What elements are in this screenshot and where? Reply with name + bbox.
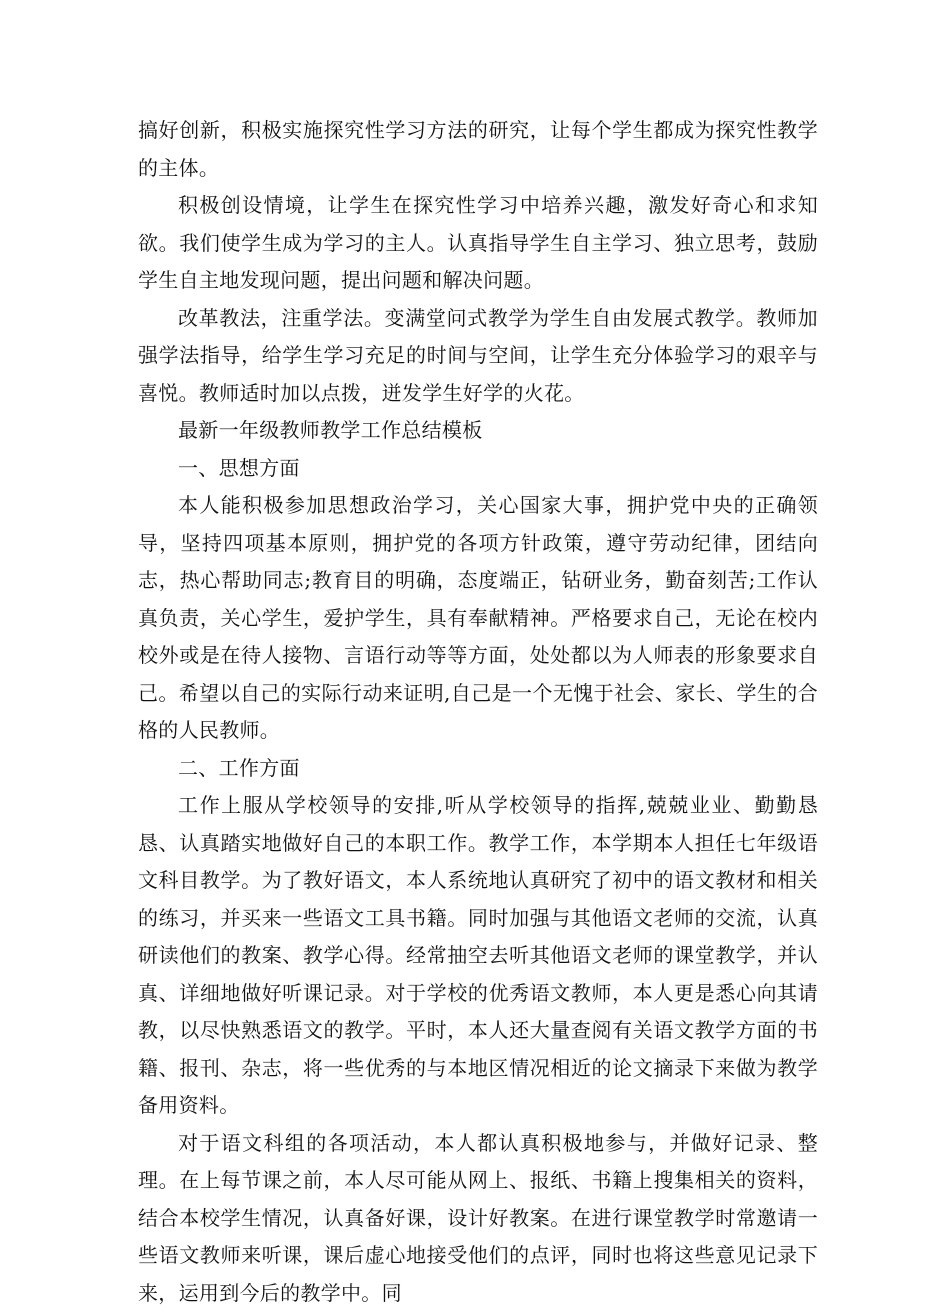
paragraph: 对于语文科组的各项活动，本人都认真积极地参与，并做好记录、整理。在上每节课之前，本人尽可能从网上、报纸、书籍上搜集相关的资料，结合本校学生情况，认真备好课，设计好教案。在进行课堂教学时常邀请一些语文教师来听课，课后虚心地接受他们的点评，同时也将这些意见记录下来，运用到今后的教学中。同 [138,1125,818,1312]
document-title: 最新一年级教师教学工作总结模板 [138,412,818,450]
paragraph: 改革教法，注重学法。变满堂问式教学为学生自由发展式教学。教师加强学法指导，给学生学习充足的时间与空间，让学生充分体验学习的艰辛与喜悦。教师适时加以点拨，迸发学生好学的火花。 [138,300,818,413]
section-heading: 二、工作方面 [138,750,818,788]
document-body [138,112,818,1312]
section-heading: 一、思想方面 [138,450,818,488]
paragraph: 搞好创新，积极实施探究性学习方法的研究，让每个学生都成为探究性教学的主体。 [138,112,818,187]
paragraph: 本人能积极参加思想政治学习，关心国家大事，拥护党中央的正确领导，坚持四项基本原则，拥护党的各项方针政策，遵守劳动纪律，团结向志，热心帮助同志;教育目的明确，态度端正，钻研业务，勤奋刻苦;工作认真负责，关心学生，爱护学生，具有奉献精神。严格要求自己，无论在校内校外或是在待人接物、言语行动等等方面，处处都以为人师表的形象要求自己。希望以自己的实际行动来证明,自己是一个无愧于社会、家长、学生的合格的人民教师。 [138,487,818,750]
paragraph: 积极创设情境，让学生在探究性学习中培养兴趣，激发好奇心和求知欲。我们使学生成为学习的主人。认真指导学生自主学习、独立思考，鼓励学生自主地发现问题，提出问题和解决问题。 [138,187,818,300]
paragraph: 工作上服从学校领导的安排,听从学校领导的指挥,兢兢业业、勤勤恳恳、认真踏实地做好自己的本职工作。教学工作，本学期本人担任七年级语文科目教学。为了教好语文，本人系统地认真研究了初中的语文教材和相关的练习，并买来一些语文工具书籍。同时加强与其他语文老师的交流，认真研读他们的教案、教学心得。经常抽空去听其他语文老师的课堂教学，并认真、详细地做好听课记录。对于学校的优秀语文教师，本人更是悉心向其请教，以尽快熟悉语文的教学。平时，本人还大量查阅有关语文教学方面的书籍、报刊、杂志，将一些优秀的与本地区情况相近的论文摘录下来做为教学备用资料。 [138,787,818,1125]
